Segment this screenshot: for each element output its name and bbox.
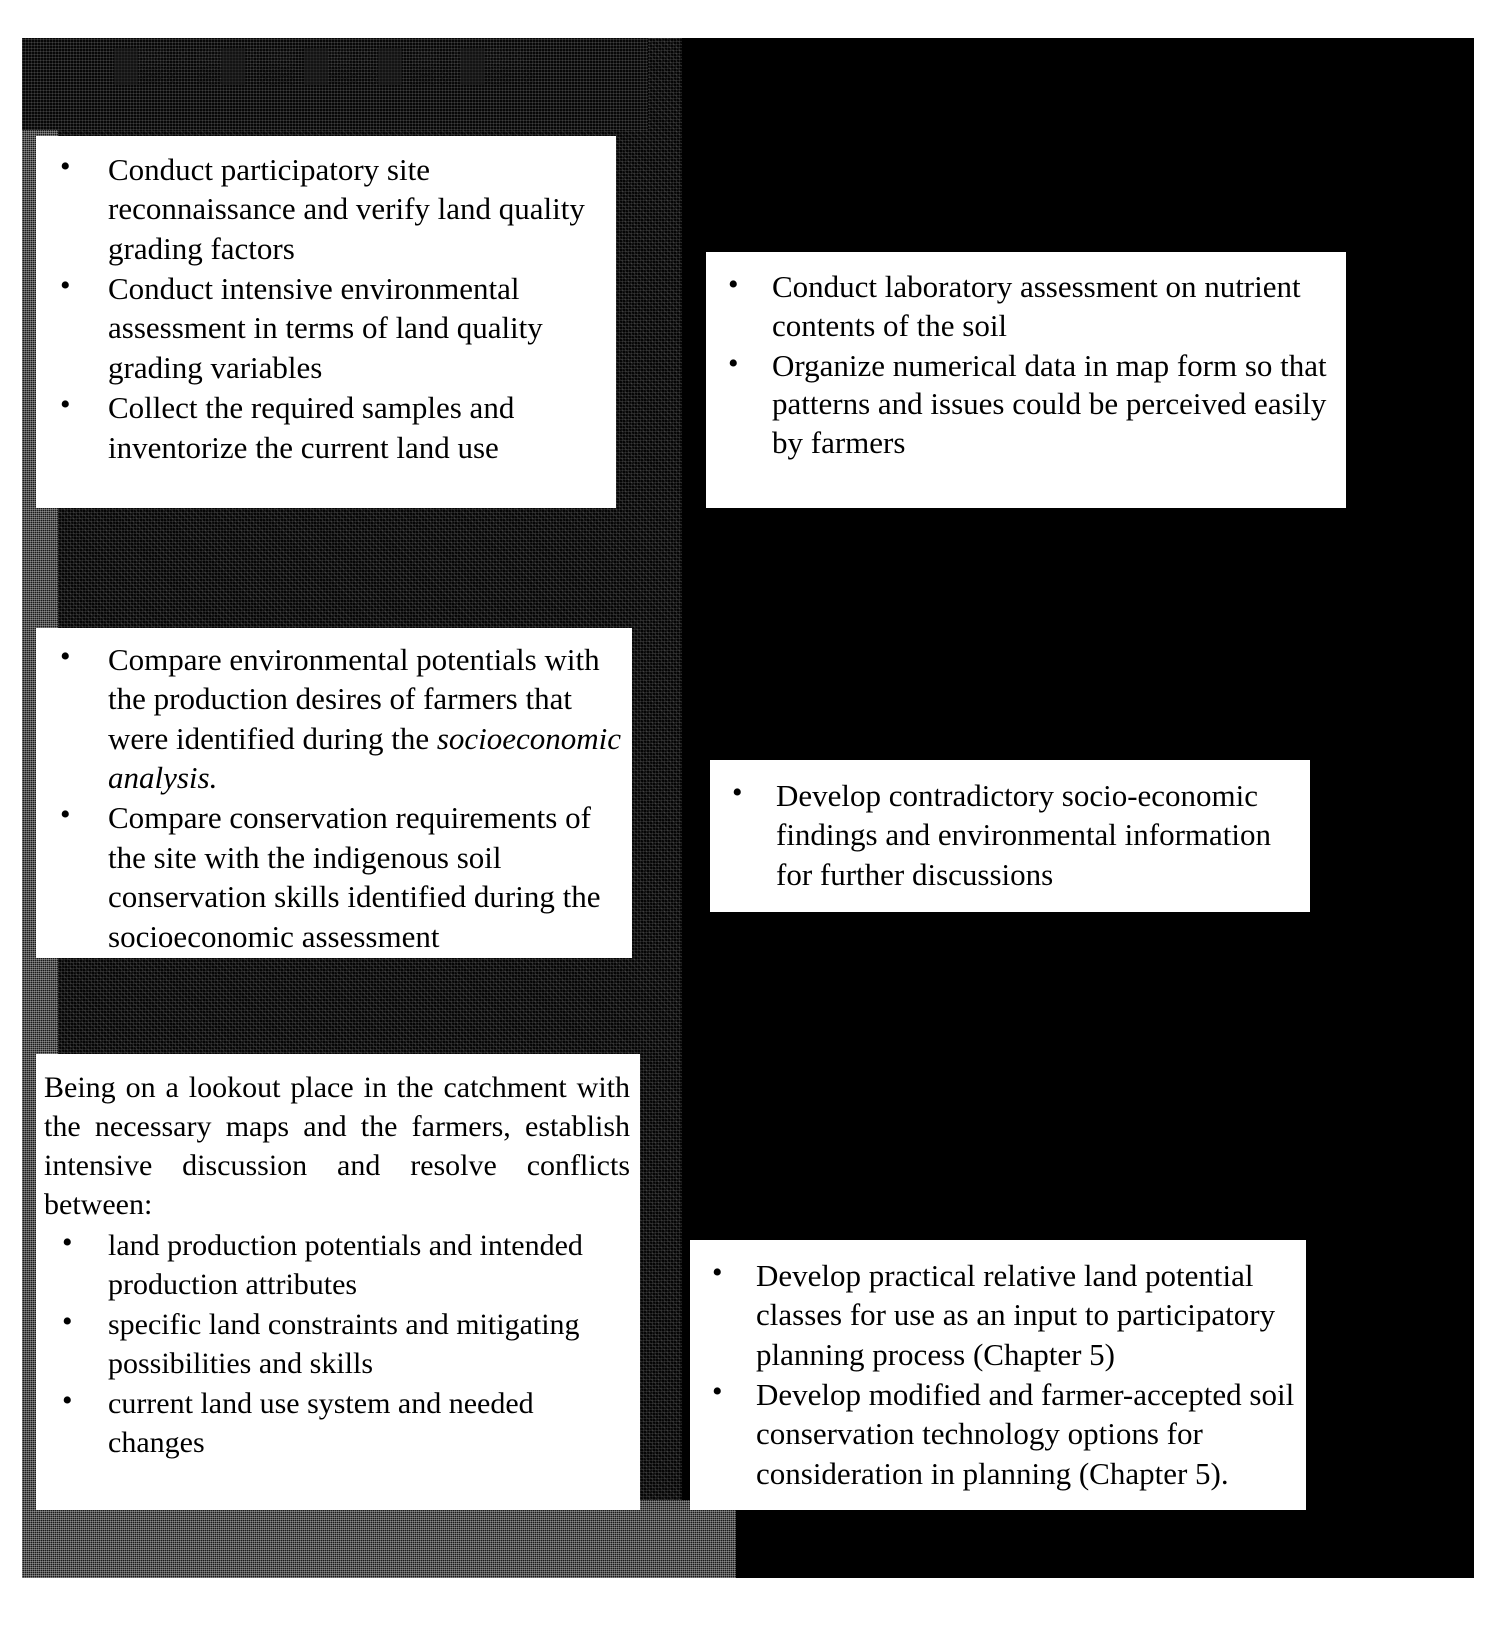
list-item: • current land use system and needed changes xyxy=(44,1384,630,1462)
participatory-discussion-list xyxy=(44,1226,630,1462)
planning-outputs-box xyxy=(690,1240,1306,1510)
field-survey-list xyxy=(42,150,608,467)
contradictory-findings-list xyxy=(714,776,1300,894)
participatory-discussion-content xyxy=(36,1054,640,1473)
comparison-content xyxy=(36,628,632,958)
field-survey-content xyxy=(36,136,616,478)
laboratory-assessment-list xyxy=(710,268,1336,463)
participatory-discussion-box xyxy=(36,1054,640,1510)
bullet-text-italic: socioeconomic analysis. xyxy=(108,720,622,796)
comparison-list xyxy=(42,640,626,956)
list-item: • Conduct participatory site reconnaissance and verify land quality grading factors xyxy=(42,150,608,268)
bullet-text-plain: Compare environmental potentials with the production desires of farmers that were identified during the xyxy=(108,642,600,756)
laboratory-assessment-box xyxy=(706,252,1346,508)
bullet-text-italic: socioeconomic assessment xyxy=(108,918,440,954)
list-item xyxy=(42,798,626,955)
contradictory-findings-box xyxy=(710,760,1310,912)
illegible-header-band xyxy=(22,38,648,130)
list-item: • Develop modified and farmer-accepted soil conservation technology options for consideration in planning (Chapter 5). xyxy=(694,1375,1296,1493)
list-item: • land production potentials and intended production attributes xyxy=(44,1226,630,1304)
list-item: • Conduct intensive environmental assessment in terms of land quality grading variables xyxy=(42,269,608,387)
bullet-text-plain: Compare conservation requirements of the site with the indigenous soil conservation skills identified during the xyxy=(108,800,601,915)
list-item: • Conduct laboratory assessment on nutrient contents of the soil xyxy=(710,268,1336,346)
header-ghost-text: █▒░ ▒█░▒ █▒░█ ▒░█▒░ xyxy=(114,48,535,85)
list-item: • specific land constraints and mitigating possibilities and skills xyxy=(44,1305,630,1383)
bottom-left-fringe xyxy=(22,1500,736,1578)
field-survey-box xyxy=(36,136,616,508)
planning-outputs-content xyxy=(690,1240,1306,1504)
planning-outputs-list xyxy=(694,1256,1296,1493)
laboratory-assessment-content xyxy=(706,252,1346,474)
discussion-lead-text: Being on a lookout place in the catchment with the necessary maps and the farmers, establish intensive discussion and resolve conflicts between: xyxy=(44,1071,630,1221)
list-item: • Develop contradictory socio-economic findings and environmental information for further discussions xyxy=(714,776,1300,894)
list-item: • Develop practical relative land potential classes for use as an input to participatory planning process (Chapter 5) xyxy=(694,1256,1296,1374)
contradictory-findings-content xyxy=(710,760,1310,905)
comparison-box xyxy=(36,628,632,958)
list-item xyxy=(42,640,626,797)
list-item: • Organize numerical data in map form so that patterns and issues could be perceived easily by farmers xyxy=(710,347,1336,463)
list-item: • Collect the required samples and inventorize the current land use xyxy=(42,388,608,467)
